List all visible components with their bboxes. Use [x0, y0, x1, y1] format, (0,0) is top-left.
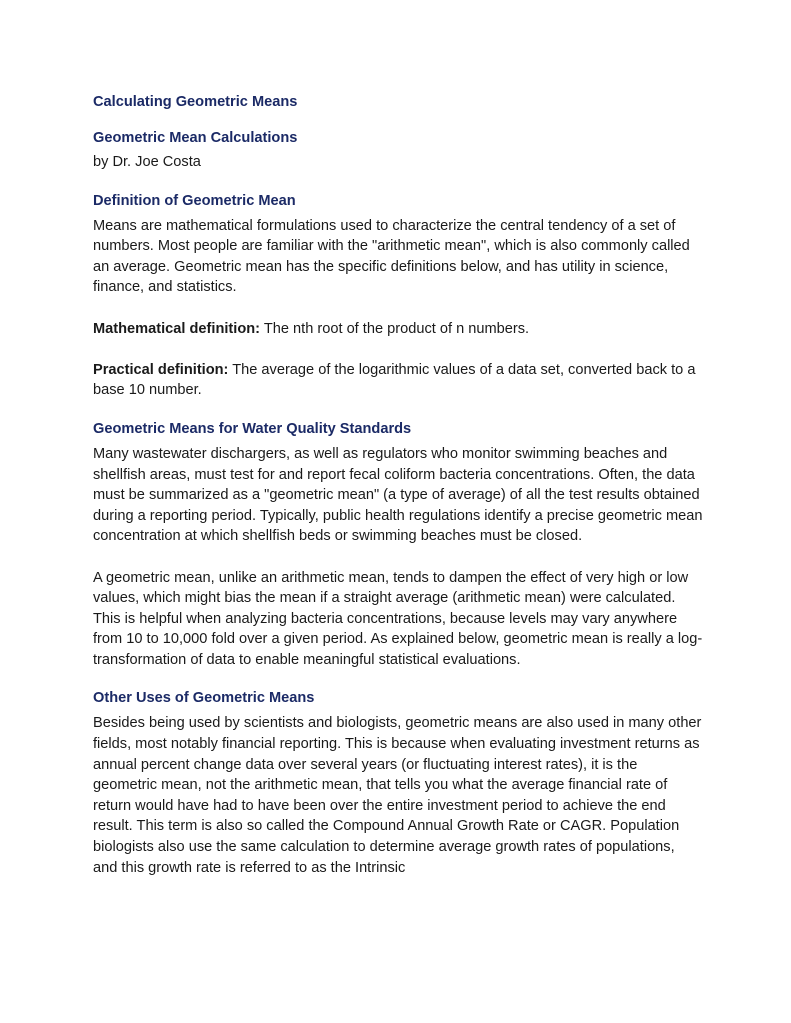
- section-other-uses: [93, 688, 703, 878]
- document-title: Calculating Geometric Means: [93, 94, 298, 110]
- water-quality-paragraph-2: A geometric mean, unlike an arithmetic mean, tends to dampen the effect of very high or low values, which might bias the mean if a straight average (arithmetic mean) were calculated. This is helpful when analyzing bacteria concentrations, because levels may vary anywhere from 10 to 10,000 fold over a given period. As explained below, geometric mean is really a log-transformation of data to enable meaningful statistical evaluations.: [93, 569, 703, 668]
- math-definition: [93, 319, 703, 340]
- document-page: [93, 92, 703, 878]
- math-definition-text: The nth root of the product of n numbers.: [260, 320, 530, 337]
- definition-intro: Means are mathematical formulations used to characterize the central tendency of a set of numbers. Most people are familiar with the "arithmetic mean", which is also commonly called an average. Geometric mean has the specific definitions below, and has utility in science, finance, and statistics.: [93, 217, 690, 296]
- section-heading-other-uses: Other Uses of Geometric Means: [93, 690, 315, 707]
- practical-definition-text: The average of the logarithmic values of a data set, converted back to a base 10 number.: [93, 361, 696, 399]
- other-uses-paragraph-1: Besides being used by scientists and biologists, geometric means are also used in many other fields, most notably financial reporting. This is because when evaluating investment returns as annual percent change data over several years (or fluctuating interest rates), it is the geometric mean, not the arithmetic mean, that tells you what the average financial rate of return would have had to have been over the entire investment period to achieve the end result. This term is also so called the Compound Annual Growth Rate or CAGR. Population biologists also use the same calculation to determine average growth rates of populations, and this growth rate is referred to as the Intrinsic: [93, 715, 702, 876]
- practical-definition-label: Practical definition:: [93, 361, 229, 378]
- practical-definition: [93, 360, 703, 401]
- water-quality-paragraph-1: Many wastewater dischargers, as well as regulators who monitor swimming beaches and shellfish areas, must test for and report fecal coliform bacteria concentrations. Often, the data must be summarized as a "geometric mean" (a type of average) of all the test results obtained during a reporting period. Typically, public health regulations identify a precise geometric mean concentration at which shellfish beds or swimming beaches must be closed.: [93, 445, 703, 545]
- math-definition-label: Mathematical definition:: [93, 320, 261, 337]
- section-water-quality: [93, 419, 703, 671]
- section-heading-definition: Definition of Geometric Mean: [93, 192, 296, 209]
- author-line: by Dr. Joe Costa: [93, 154, 201, 170]
- document-subtitle: Geometric Mean Calculations: [93, 130, 298, 146]
- section-heading-water-quality: Geometric Means for Water Quality Standards: [93, 420, 412, 437]
- section-definition: [93, 191, 703, 401]
